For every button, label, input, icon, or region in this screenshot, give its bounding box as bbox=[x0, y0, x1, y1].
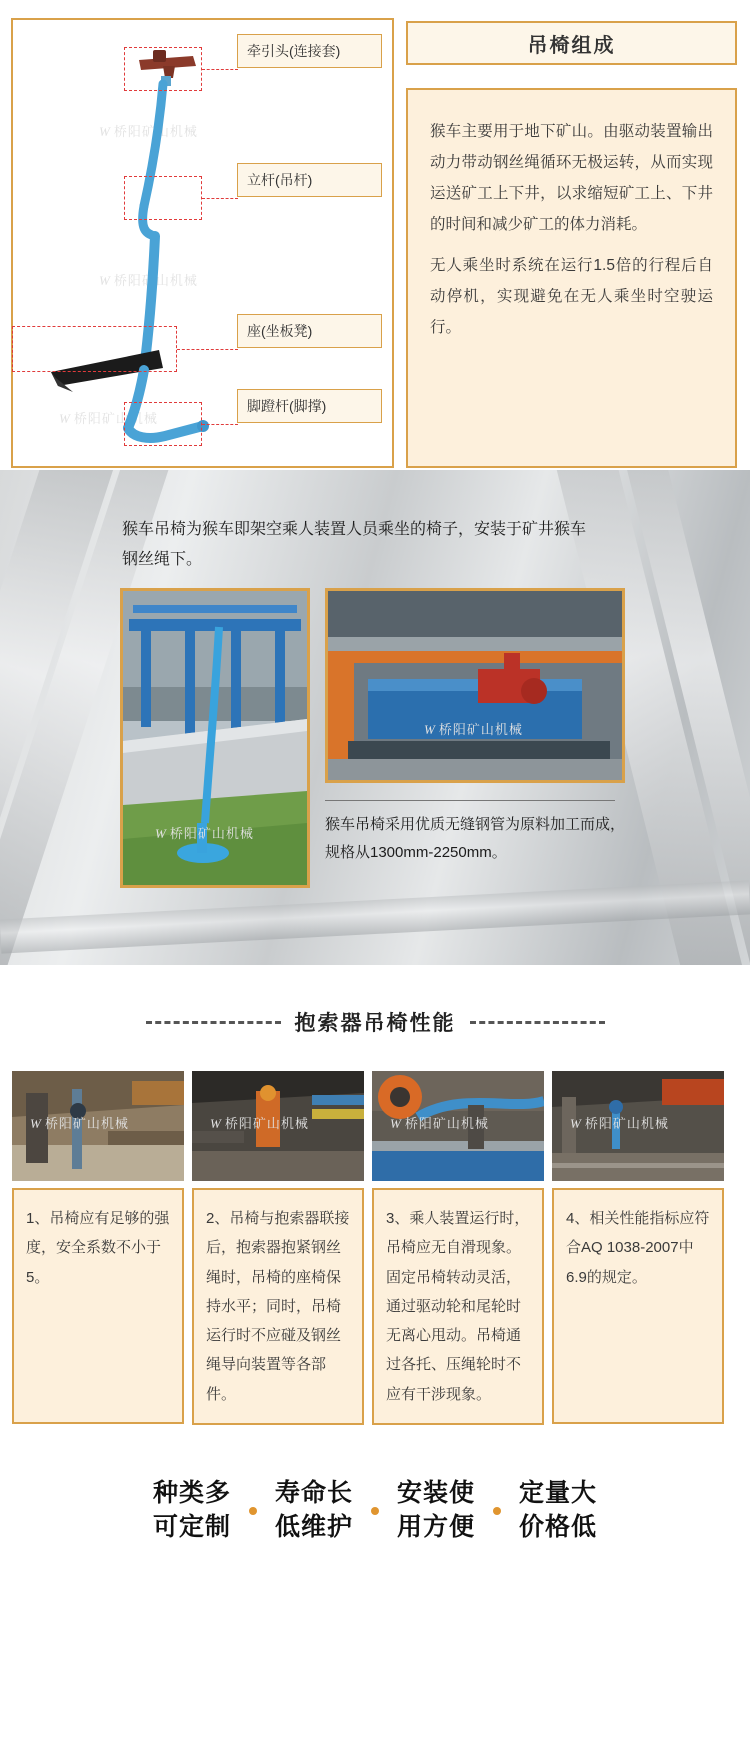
section-composition bbox=[0, 0, 750, 470]
list-item bbox=[372, 1071, 544, 1425]
slogan-1-line-2: 可定制 bbox=[152, 1512, 231, 1541]
card-text-3: 3、乘人装置运行时，吊椅应无自滑现象。固定吊椅转动灵活，通过驱动轮和尾轮时无离心甩动。吊椅通过各托、压绳轮时不应有干涉现象。 bbox=[372, 1188, 544, 1425]
separator-dot-icon bbox=[371, 1507, 379, 1515]
slogan-4 bbox=[519, 1477, 597, 1545]
card-photo-2 bbox=[192, 1071, 364, 1181]
watermark: W 桥阳矿山机械 bbox=[390, 1116, 489, 1131]
card-text-1: 1、吊椅应有足够的强度，安全系数不小于5。 bbox=[12, 1188, 184, 1424]
slogan-2-line-1: 寿命长 bbox=[274, 1478, 353, 1507]
photo-section-note bbox=[325, 800, 625, 867]
slogan-4-line-1: 定量大 bbox=[519, 1478, 598, 1507]
description-paragraph-2: 无人乘坐时系统在运行1.5倍的行程后自动停机，实现避免在无人乘坐时空驶运行。 bbox=[430, 257, 713, 336]
watermark: W 桥阳矿山机械 bbox=[210, 1116, 309, 1131]
slogan-2 bbox=[275, 1477, 353, 1545]
watermark: W 桥阳矿山机械 bbox=[30, 1116, 129, 1131]
slogan-3-line-2: 用方便 bbox=[397, 1512, 476, 1541]
lead-line bbox=[202, 69, 238, 70]
note-text: 猴车吊椅采用优质无缝钢管为原料加工而成，规格从1300mm-2250mm。 bbox=[325, 816, 626, 861]
separator-dot-icon bbox=[493, 1507, 501, 1515]
photo-monkey-car-line bbox=[120, 588, 310, 888]
watermark: W 桥阳矿山机械 bbox=[59, 411, 158, 426]
card-photo-1 bbox=[12, 1071, 184, 1181]
separator-dot-icon bbox=[249, 1507, 257, 1515]
card-text-4: 4、相关性能指标应符合AQ 1038-2007中6.9的规定。 bbox=[552, 1188, 724, 1424]
performance-card-list bbox=[0, 1037, 750, 1425]
callout-traction-head: 牵引头(连接套) bbox=[237, 34, 382, 68]
card-photo-4 bbox=[552, 1071, 724, 1181]
section-title-composition: 吊椅组成 bbox=[406, 21, 737, 65]
background-pipe bbox=[0, 880, 750, 953]
composition-description bbox=[406, 88, 737, 468]
watermark: W 桥阳矿山机械 bbox=[570, 1116, 669, 1131]
card-text-2: 2、吊椅与抱索器联接后，抱索器抱紧钢丝绳时，吊椅的座椅保持水平；同时，吊椅运行时不应碰及钢丝绳导向装置等各部件。 bbox=[192, 1188, 364, 1425]
lead-line bbox=[202, 424, 238, 425]
highlight-box-traction-head bbox=[124, 47, 202, 91]
performance-heading-row bbox=[0, 1007, 750, 1037]
watermark: W 桥阳矿山机械 bbox=[155, 826, 254, 841]
callout-post: 立杆(吊杆) bbox=[237, 163, 382, 197]
watermark: W 桥阳矿山机械 bbox=[99, 124, 198, 139]
photo-section-intro: 猴车吊椅为猴车即架空乘人装置人员乘坐的椅子，安装于矿井猴车钢丝绳下。 bbox=[122, 521, 587, 569]
list-item bbox=[552, 1071, 724, 1425]
slogan-2-line-2: 低维护 bbox=[274, 1512, 353, 1541]
note-divider bbox=[325, 800, 615, 801]
section-slogans bbox=[0, 1425, 750, 1591]
description-paragraph-1: 猴车主要用于地下矿山。由驱动装置输出动力带动钢丝绳循环无极运转，从而实现运送矿工上下井，以求缩短矿工上、下井的时间和减少矿工的体力消耗。 bbox=[430, 123, 713, 233]
highlight-box-seat bbox=[12, 326, 177, 372]
callout-footrest: 脚蹬杆(脚撑) bbox=[237, 389, 382, 423]
callout-seat: 座(坐板凳) bbox=[237, 314, 382, 348]
performance-heading: 抱索器吊椅性能 bbox=[294, 1012, 456, 1035]
section-photos bbox=[0, 470, 750, 965]
lead-line bbox=[177, 349, 238, 350]
list-item bbox=[192, 1071, 364, 1425]
heading-divider-left bbox=[146, 1021, 281, 1024]
heading-divider-right bbox=[470, 1021, 605, 1024]
photo-drive-machinery bbox=[325, 588, 625, 783]
highlight-box-footrest bbox=[124, 402, 202, 446]
list-item bbox=[12, 1071, 184, 1425]
card-photo-3 bbox=[372, 1071, 544, 1181]
watermark: W 桥阳矿山机械 bbox=[99, 273, 198, 288]
slogan-1 bbox=[153, 1477, 231, 1545]
slogan-1-line-1: 种类多 bbox=[152, 1478, 231, 1507]
watermark: W 桥阳矿山机械 bbox=[424, 722, 523, 737]
slogan-4-line-2: 价格低 bbox=[519, 1512, 598, 1541]
highlight-box-post bbox=[124, 176, 202, 220]
slogan-3-line-1: 安装使 bbox=[397, 1478, 476, 1507]
lead-line bbox=[202, 198, 238, 199]
section-performance bbox=[0, 965, 750, 1425]
slogan-3 bbox=[397, 1477, 475, 1545]
